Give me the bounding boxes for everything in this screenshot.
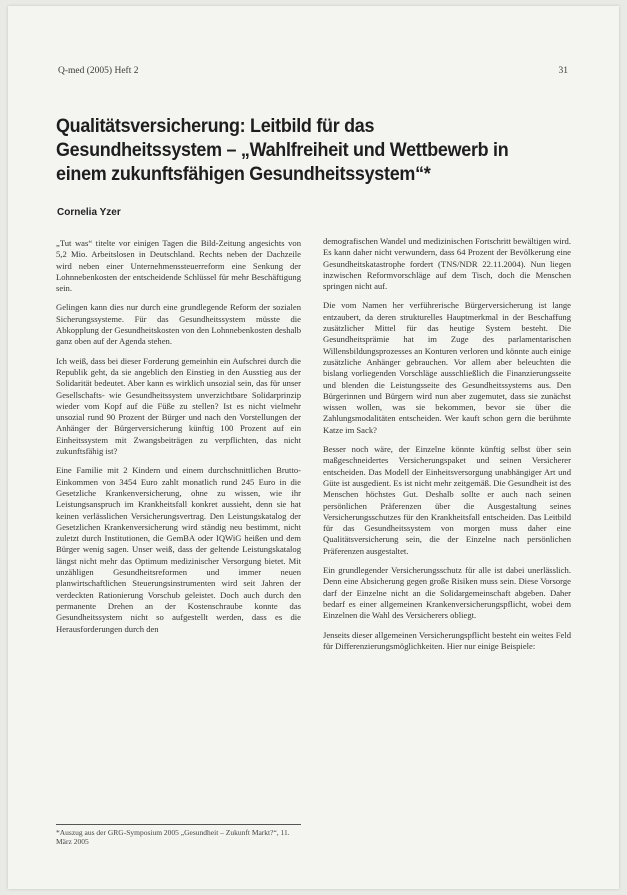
- paragraph: Eine Familie mit 2 Kindern und einem durchschnittlichen Brutto-Einkommen von 3454 Euro zahlt monatlich rund 245 Euro in die Gesetzliche Krankenversicherung, ohne zu wissen, wie ihr Leistungsanspruch im Krankheitsfall konkret aussieht, denn sie hat keinen verlässlichen Versicherungsvertrag. Den Leistungskatalog der Gesetzlichen Krankenversicherung wird ständig neu bestimmt, nicht zuletzt durch Institutionen, die GemBA oder IQWiG heißen und dem Bürger wenig sagen. Unser weiß, dass der geltende Leistungskatalog längst nicht mehr das Optimum medizinischer Versorgung bietet. Mit unzähligen Gesundheitsreformen und immer neuen planwirtschaftlichen Steuerungsinstrumenten wird seit Jahren der verdeckten Rationierung Vorschub geleistet. Doch auch durch den permanente Drehen an der Kostenschraube konnte das Gesundheitssystem nicht so aufgestellt werden, dass es die Herausforderungen durch den: [56, 465, 301, 634]
- running-header: [58, 66, 568, 76]
- article-title: [56, 114, 534, 186]
- title-line: Qualitätsversicherung: Leitbild für das: [56, 115, 375, 137]
- paragraph: Ich weiß, dass bei dieser Forderung gemeinhin ein Aufschrei durch die Republik geht, da sie angeblich den Einstieg in den Ausstieg aus der Solidarität bedeutet. Aber kann es wirklich unsozial sein, das für unser Gesellschafts- wie Gesundheitssystem unverzichtbare Solidarprinzip wieder vom Kopf auf die Füße zu stellen? Ist es nicht vielmehr unsozial rund 90 Prozent der Bürger und nach den Vorstellungen der Anhänger der Bürgerversicherung künftig 100 Prozent auf ein Einheitssystem mit Zwangsbeiträgen zu verpflichten, das nicht zukunftsfähig ist?: [56, 355, 301, 457]
- paragraph: demografischen Wandel und medizinischen Fortschritt bewältigen wird. Es kann daher nicht verwundern, dass 64 Prozent der Bevölkerung eine Gesundheitskatastrophe fordert (TNS/NDR 22.11.2004). Nun liegen inzwischen Reformvorschläge auf dem Tisch, doch die Menschen springen nicht auf.: [323, 236, 571, 292]
- footnote: *Auszug aus der GRG-Symposium 2005 „Gesundheit – Zukunft Markt?“, 11. März 2005: [56, 824, 301, 846]
- paragraph: Gelingen kann dies nur durch eine grundlegende Reform der sozialen Sicherungssysteme. Für das Gesundheitssystem müsste die Abkopplung der Gesundheitskosten von den Lohnnebenkosten deshalb ganz oben auf der Agenda stehen.: [56, 302, 301, 347]
- journal-reference: Q-med (2005) Heft 2: [58, 66, 139, 76]
- paragraph: „Tut was“ titelte vor einigen Tagen die Bild-Zeitung angesichts von 5,2 Mio. Arbeitslosen in Deutschland. Rechts neben der Dachzeile wird neben einer Unternehmenssteuerreform eine Senkung der Lohnnebenkosten der entscheidende Schlüssel für mehr Beschäftigung sein.: [56, 238, 301, 294]
- paragraph: Jenseits dieser allgemeinen Versicherungspflicht besteht ein weites Feld für Differenzierungsmöglichkeiten. Hier nur einige Beispiele:: [323, 629, 571, 651]
- title-line: Gesundheitssystem – „Wahlfreiheit und Wettbewerb in: [56, 139, 509, 161]
- paragraph: Ein grundlegender Versicherungsschutz für alle ist dabei unerlässlich. Denn eine Absicherung gegen große Risiken muss sein. Diese Vorsorge darf der Einzelne nicht an die Solidargemeinschaft abgeben. Daher bedarf es einer allgemeinen Krankenversicherungspflicht, wobei dem Einzelnen die Wahl des Versicherers obliegt.: [323, 565, 571, 621]
- title-line: einem zukunftsfähigen Gesundheitssystem“*: [56, 163, 431, 185]
- author-name: Cornelia Yzer: [57, 207, 121, 218]
- right-column: [323, 236, 571, 660]
- left-column: [56, 238, 301, 643]
- paragraph: Die vom Namen her verführerische Bürgerversicherung ist lange entzaubert, da deren strukturelles Hauptmerkmal in der Beschaffung zusätzlicher Mittel für das heutige System besteht. Die Gesundheitsprämie hat im Zuge des parlamentarischen Willensbildungsprozesses an Konturen verloren und könnte auch einige zusätzliche Anhänger gebrauchen. Vor allem aber beleuchten die bislang vorliegenden Vorschläge ausschließlich die Finanzierungsseite und blenden die Leistungsseite des Gesundheitssystems aus. Den Bürgerinnen und Bürgern wird nun aber zugemutet, dass sie zunächst wissen wollen, was sie bekommen, bevor sie über die Zahlungsmodalitäten entscheiden. Wer kauft schon gern die berühmte Katze im Sack?: [323, 300, 571, 435]
- paragraph: Besser noch wäre, der Einzelne könnte künftig selbst über sein maßgeschneidertes Versicherungspaket und seinen Versicherer entscheiden. Das Modell der Einheitsversorgung unabhängiger Art und Güte ist ausgedient. Es ist nicht mehr zeitgemäß. Die Gesundheit ist des Menschen höchstes Gut. Deshalb sollte er auch nach seinen persönlichen Präferenzen über die Ausgestaltung seines Versicherungsschutzes für den Krankheitsfall entscheiden. Das Leitbild für das Gesundheitssystem von morgen muss daher eine Qualitätsversicherung sein, die der Einzelne nach persönlichen Präferenzen ausgestaltet.: [323, 444, 571, 556]
- page-number: 31: [558, 66, 568, 76]
